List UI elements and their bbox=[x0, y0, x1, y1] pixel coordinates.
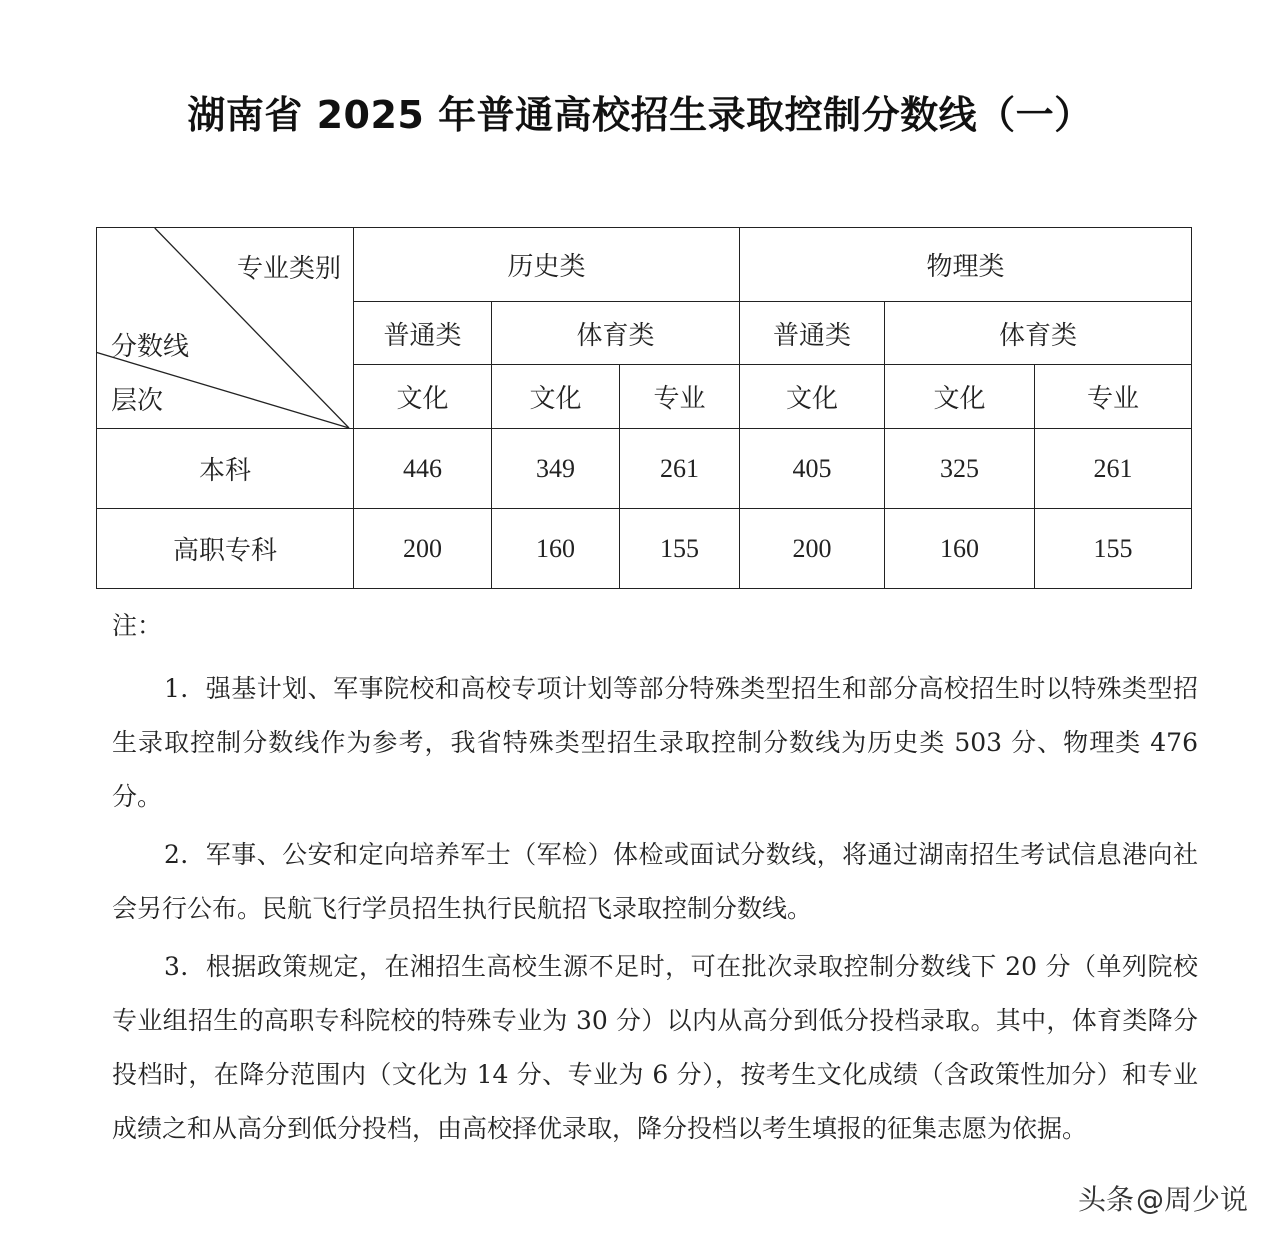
subgroup-physics-sports: 体育类 bbox=[885, 302, 1192, 365]
column-header: 文化 bbox=[492, 365, 620, 429]
note-item-1: 1．强基计划、军事院校和高校专项计划等部分特殊类型招生和部分高校招生时以特殊类型招生录取控制分数线作为参考，我省特殊类型招生录取控制分数线为历史类 503 分、物理类 476 分。 bbox=[112, 674, 1198, 811]
score-cell: 261 bbox=[620, 429, 740, 509]
score-cell: 261 bbox=[1035, 429, 1192, 509]
score-cell: 405 bbox=[740, 429, 885, 509]
column-header: 专业 bbox=[620, 365, 740, 429]
row-level-label: 高职专科 bbox=[97, 509, 354, 589]
score-cell: 160 bbox=[885, 509, 1035, 589]
corner-category-label: 专业类别 bbox=[236, 254, 341, 284]
column-header: 文化 bbox=[885, 365, 1035, 429]
watermark-platform: 头条 bbox=[1077, 1183, 1134, 1216]
subgroup-physics-regular: 普通类 bbox=[740, 302, 885, 365]
subgroup-history-sports: 体育类 bbox=[492, 302, 740, 365]
score-cell: 349 bbox=[492, 429, 620, 509]
score-cell: 160 bbox=[492, 509, 620, 589]
watermark-author: @周少说 bbox=[1135, 1183, 1248, 1216]
score-cell: 155 bbox=[620, 509, 740, 589]
page-title: 湖南省 2025 年普通高校招生录取控制分数线（一） bbox=[187, 93, 1093, 137]
table-row-vocational bbox=[97, 509, 1192, 589]
note-item-3: 3．根据政策规定，在湘招生高校生源不足时，可在批次录取控制分数线下 20 分（单列院校专业组招生的高职专科院校的特殊专业为 30 分）以内从高分到低分投档录取。其中，体育类降分投档时，在降分范围内（文化为 14 分、专业为 6 分），按考生文化成绩（含政策性加分）和专业成绩之和从高分到低分投档，由高校择优录取，降分投档以考生填报的征集志愿为依据。 bbox=[112, 952, 1198, 1143]
score-cell: 200 bbox=[740, 509, 885, 589]
column-header: 文化 bbox=[354, 365, 492, 429]
column-header: 专业 bbox=[1035, 365, 1192, 429]
corner-scoreline-label: 分数线 bbox=[111, 332, 190, 362]
header-row-groups bbox=[97, 228, 1192, 302]
table-row-undergraduate bbox=[97, 429, 1192, 509]
group-header-history: 历史类 bbox=[354, 228, 740, 302]
note-item-2: 2．军事、公安和定向培养军士（军检）体检或面试分数线，将通过湖南招生考试信息港向社会另行公布。民航飞行学员招生执行民航招飞录取控制分数线。 bbox=[112, 840, 1198, 923]
group-header-physics: 物理类 bbox=[740, 228, 1192, 302]
column-header: 文化 bbox=[740, 365, 885, 429]
score-cell: 446 bbox=[354, 429, 492, 509]
score-cell: 325 bbox=[885, 429, 1035, 509]
corner-header-cell bbox=[97, 228, 354, 429]
notes-section bbox=[112, 606, 1198, 1160]
corner-level-label: 层次 bbox=[111, 386, 164, 416]
score-cell: 200 bbox=[354, 509, 492, 589]
score-table bbox=[96, 227, 1192, 589]
notes-heading: 注： bbox=[112, 611, 163, 640]
subgroup-history-regular: 普通类 bbox=[354, 302, 492, 365]
row-level-label: 本科 bbox=[97, 429, 354, 509]
watermark bbox=[1078, 1178, 1248, 1218]
score-cell: 155 bbox=[1035, 509, 1192, 589]
